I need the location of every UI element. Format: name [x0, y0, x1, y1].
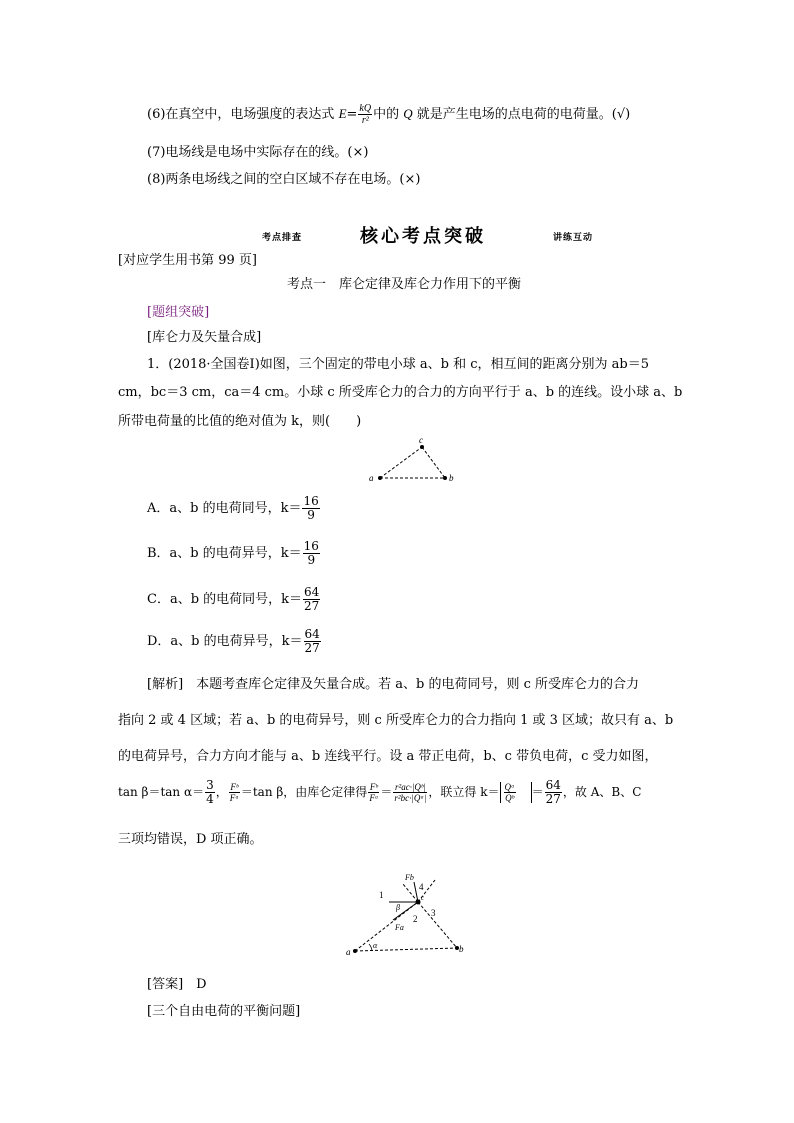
option-d: D．a、b 的电荷异号，k＝ $\frac{64}{27}$: [147, 627, 320, 655]
tag-group: [题组突破]: [147, 305, 210, 320]
option-a-fraction: $\frac{16}{9}$: [303, 494, 319, 522]
fig2-label-b: b: [459, 944, 464, 954]
option-d-fraction: $\frac{64}{27}$: [304, 627, 320, 655]
option-c-fraction: $\frac{64}{27}$: [304, 585, 320, 613]
analysis-line3: 的电荷异号，合力方向才能与 a、b 连线平行。设 a 带正电荷，b、c 带负电荷，c 受力如图，: [118, 749, 658, 764]
option-b: B．a、b 的电荷异号，k＝ $\frac{16}{9}$: [147, 539, 319, 567]
banner-left: 考点排查: [262, 233, 303, 243]
frac-coulomb-law: $\frac{\text{r²ac·|Qᵇ|}}{\text{r²bc·|Qᵃ|}}$: [394, 782, 427, 803]
fig1-label-a: a: [369, 473, 374, 483]
question-1-line1: 1．(2018·全国卷Ⅰ)如图，三个固定的带电小球 a、b 和 c，相互间的距离分别为 ab＝5: [147, 357, 649, 372]
question-1-line2: cm，bc＝3 cm，ca＝4 cm。小球 c 所受库仑力的合力的方向平行于 a、b 的连线。设小球 a、b: [118, 385, 683, 400]
analysis-line1: [解析] 本题考查库仑定律及矢量合成。若 a、b 的电荷同号，则 c 所受库仑力的合力: [147, 677, 640, 692]
frac-Fb-Fa: $\frac{\text{Fᵇ}}{\text{Fᵃ}}$: [229, 782, 239, 803]
fig2-label-a: a: [346, 947, 351, 957]
review-item-8: (8)两条电场线之间的空白区域不存在电场。(×): [147, 172, 421, 187]
frac-Fb-Fa-2: $\frac{\text{Fᵇ}}{\text{Fᵃ}}$: [369, 782, 379, 803]
review-item-6: (6)在真空中，电场强度的表达式 E= $\frac{kQ}{\text{r²}}$ 中的 Q 就是产生电场的点电荷的电荷量。(√): [147, 103, 631, 126]
section-banner-title: 核心考点突破: [360, 226, 486, 247]
analysis-formula-line: tan β＝tan α＝ $\frac{3}{4}$ ， $\frac{\text{Fᵇ}}{\text{Fᵃ}}$ ＝tan β，由库仑定律得 $\frac{\text{Fᵇ}}{\text{Fᵃ}}$ ＝ $\frac{\text{r²ac·|Qᵇ|}}{\text{r²bc·|Qᵃ|}}$ ，联立得 k＝ $\frac{\text{Qᵃ}}{\text{Qᵇ}}$ ＝ $\frac{64}{27}$ ，故 A、B、C: [118, 778, 642, 806]
analysis-line2: 指向 2 或 4 区域；若 a、b 的电荷异号，则 c 所受库仑力的合力指向 1 或 3 区域；故只有 a、b: [118, 713, 674, 728]
answer: [答案] D: [147, 977, 207, 992]
fig2-region-3: 3: [431, 908, 436, 918]
fig1-label-c: c: [419, 435, 423, 445]
tag-sub-three-charges: [三个自由电荷的平衡问题]: [147, 1004, 301, 1019]
frac-64-27: $\frac{64}{27}$: [545, 778, 561, 806]
review-item-7: (7)电场线是电场中实际存在的线。(×): [147, 145, 369, 160]
book-reference: [对应学生用书第 99 页]: [118, 253, 257, 268]
coulomb-field-fraction: $\frac{kQ}{\text{r²}}$: [359, 103, 372, 126]
section-title: 考点一 库仑定律及库仑力作用下的平衡: [287, 277, 522, 292]
question-1-line3: 所带电荷量的比值的绝对值为 k，则( ): [118, 414, 362, 429]
fig2-beta: β: [396, 903, 400, 912]
analysis-line5: 三项均错误，D 项正确。: [118, 832, 263, 847]
frac-Qa-Qb: $\frac{\text{Qᵃ}}{\text{Qᵇ}}$: [504, 782, 515, 803]
fig2-region-1: 1: [379, 890, 384, 900]
tag-sub-coulomb: [库仑力及矢量合成]: [147, 330, 262, 345]
banner-right: 讲练互动: [553, 233, 594, 243]
fig2-region-4: 4: [419, 882, 424, 892]
fig2-label-c: c: [421, 894, 425, 902]
fig1-label-b: b: [449, 473, 454, 483]
fig2-alpha: α: [373, 941, 378, 950]
force-diagram: [345, 868, 465, 960]
option-c: C．a、b 的电荷同号，k＝ $\frac{64}{27}$: [147, 585, 320, 613]
option-b-fraction: $\frac{16}{9}$: [303, 539, 319, 567]
fig2-region-2: 2: [413, 914, 418, 924]
frac-3-4: $\frac{3}{4}$: [206, 778, 214, 806]
option-a: A．a、b 的电荷同号，k＝ $\frac{16}{9}$: [147, 494, 319, 522]
triangle-figure: [365, 434, 465, 488]
fig2-label-fa: Fa: [395, 923, 404, 932]
fig2-label-fb: Fb: [405, 873, 414, 882]
